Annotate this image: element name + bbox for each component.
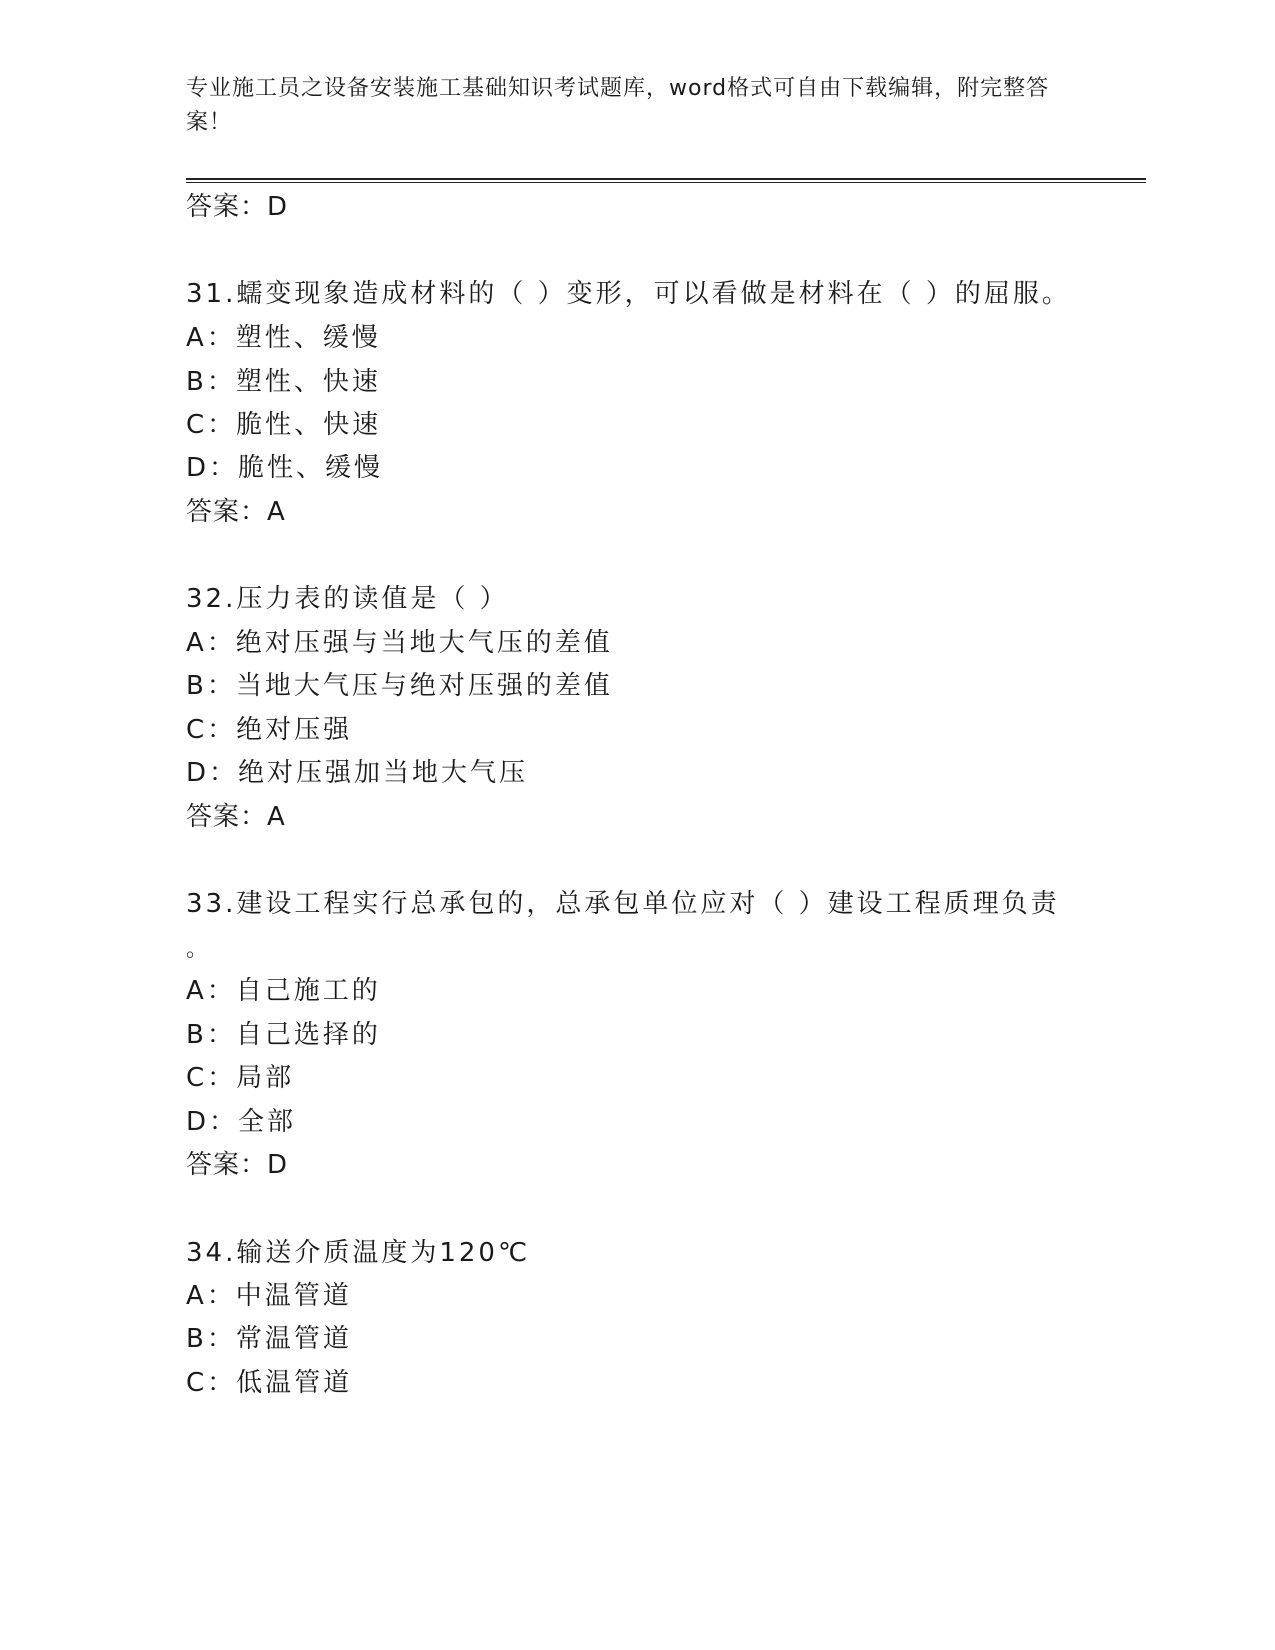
question-33-option-b: B：自己选择的 xyxy=(186,1020,381,1050)
question-34-option-c: C：低温管道 xyxy=(186,1368,353,1398)
question-33-option-d: D：全部 xyxy=(186,1107,297,1137)
question-31-option-d: D：脆性、缓慢 xyxy=(186,453,384,483)
question-32-stem: 32.压力表的读值是（ ） xyxy=(186,584,509,614)
previous-answer: 答案：D xyxy=(186,192,289,222)
question-32-option-c: C：绝对压强 xyxy=(186,715,353,745)
header-rule-thin xyxy=(186,182,1146,183)
question-31-option-a: A：塑性、缓慢 xyxy=(186,323,381,353)
question-31-stem: 31.蠕变现象造成材料的（ ）变形，可以看做是材料在（ ）的屈服。 xyxy=(186,279,1071,309)
question-33-option-c: C：局部 xyxy=(186,1063,295,1093)
header-rule xyxy=(186,178,1146,180)
question-32-option-b: B：当地大气压与绝对压强的差值 xyxy=(186,671,613,701)
question-32-option-d: D：绝对压强加当地大气压 xyxy=(186,758,529,788)
question-33-stem: 33.建设工程实行总承包的，总承包单位应对（ ）建设工程质理负责 xyxy=(186,889,1060,919)
question-31-option-c: C：脆性、快速 xyxy=(186,410,382,440)
question-34-stem: 34.输送介质温度为120℃ xyxy=(186,1238,531,1268)
question-31-option-b: B：塑性、快速 xyxy=(186,367,381,397)
question-33-stem-continuation: 。 xyxy=(186,937,212,962)
question-32-option-a: A：绝对压强与当地大气压的差值 xyxy=(186,628,613,658)
question-34-option-b: B：常温管道 xyxy=(186,1324,352,1354)
question-33-answer: 答案：D xyxy=(186,1150,289,1180)
question-34-option-a: A：中温管道 xyxy=(186,1281,352,1311)
question-33-option-a: A：自己施工的 xyxy=(186,976,381,1006)
document-header: 专业施工员之设备安装施工基础知识考试题库，word格式可自由下载编辑，附完整答案！ xyxy=(186,76,1050,135)
question-31-answer: 答案：A xyxy=(186,497,286,527)
question-32-answer: 答案：A xyxy=(186,802,286,832)
